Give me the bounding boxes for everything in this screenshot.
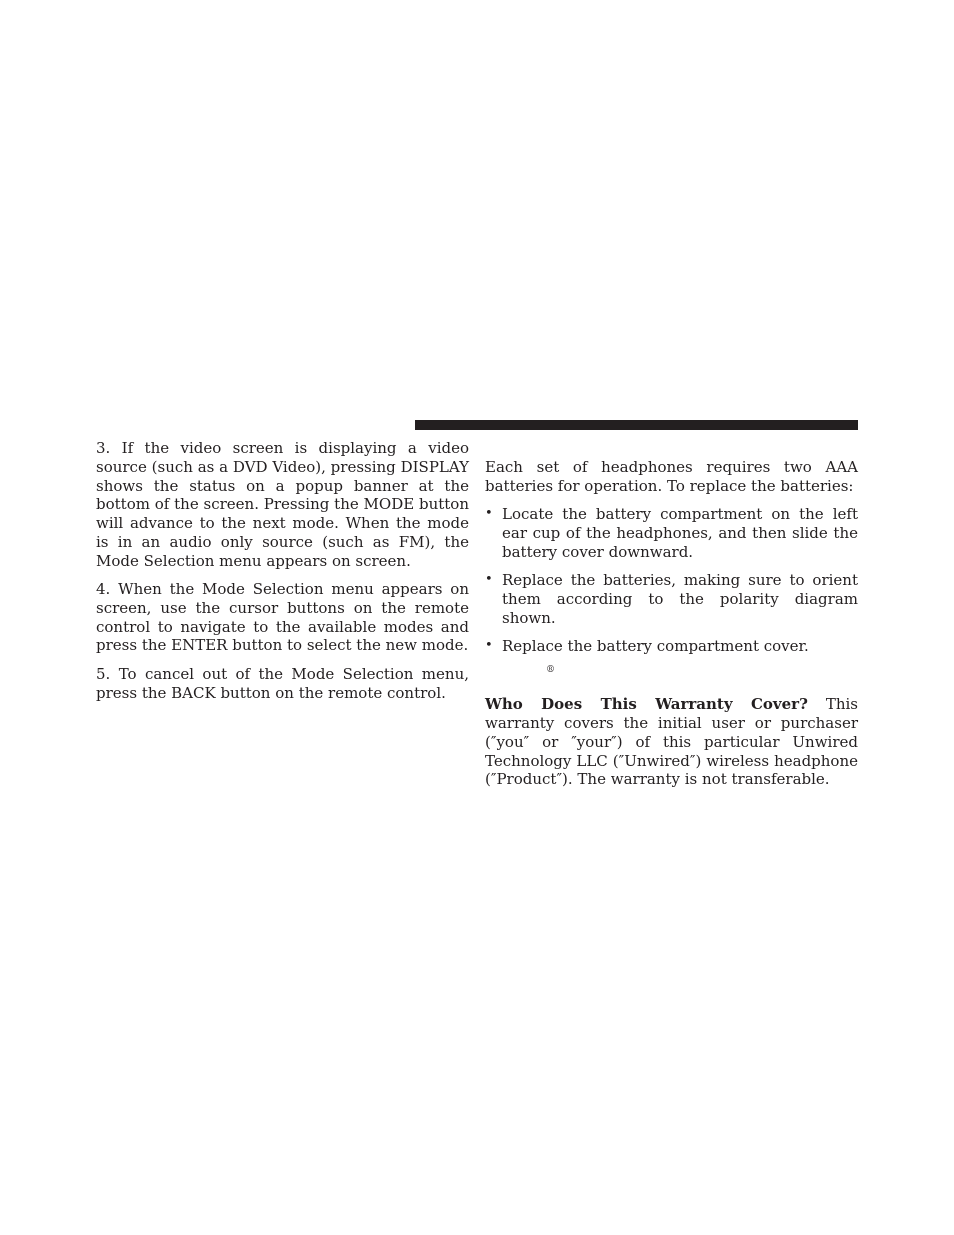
- step-3-paragraph: 3. If the video screen is displaying a video source (such as a DVD Video), pressing DISPLAY shows the status on a popup banner at the bottom of the screen. Pressing the MODE button will advance to the next mode. When the mode is in an audio only source (such as FM), the Mode Selection menu appears on screen.: [96, 439, 469, 570]
- list-item-text: Locate the battery compartment on the left ear cup of the headphones, and then slide the battery cover downward.: [502, 505, 858, 561]
- registered-mark-line: [485, 665, 858, 683]
- section-header-bar: [415, 420, 858, 430]
- warranty-body: This warranty covers the initial user or purchaser (″you″ or ″your″) of this particular Unwired Technology LLC (″Unwired″) wireless headphone (″Product″). The warranty is not transferable.: [485, 695, 858, 789]
- list-item-text: Replace the batteries, making sure to orient them according to the polarity diagram shown.: [502, 570, 858, 627]
- list-item-text: Replace the battery compartment cover.: [502, 636, 809, 655]
- list-item: [485, 571, 858, 627]
- registered-mark: ®: [546, 665, 555, 676]
- right-column: [485, 458, 858, 799]
- warranty-heading: Who Does This Warranty Cover?: [485, 695, 808, 714]
- list-item: [485, 505, 858, 561]
- step-5-paragraph: 5. To cancel out of the Mode Selection menu, press the BACK button on the remote control.: [96, 664, 469, 702]
- warranty-paragraph: [485, 695, 858, 789]
- step-4-paragraph: 4. When the Mode Selection menu appears on screen, use the cursor buttons on the remote control to navigate to the available modes and press the ENTER button to select the new mode.: [96, 580, 469, 655]
- bullet-icon: •: [485, 506, 493, 522]
- battery-steps-list: [485, 505, 858, 656]
- bullet-icon: •: [485, 637, 493, 653]
- list-item: [485, 637, 858, 656]
- left-column: [96, 439, 469, 712]
- battery-intro-paragraph: Each set of headphones requires two AAA batteries for operation. To replace the batteries:: [485, 458, 858, 495]
- bullet-icon: •: [485, 571, 493, 587]
